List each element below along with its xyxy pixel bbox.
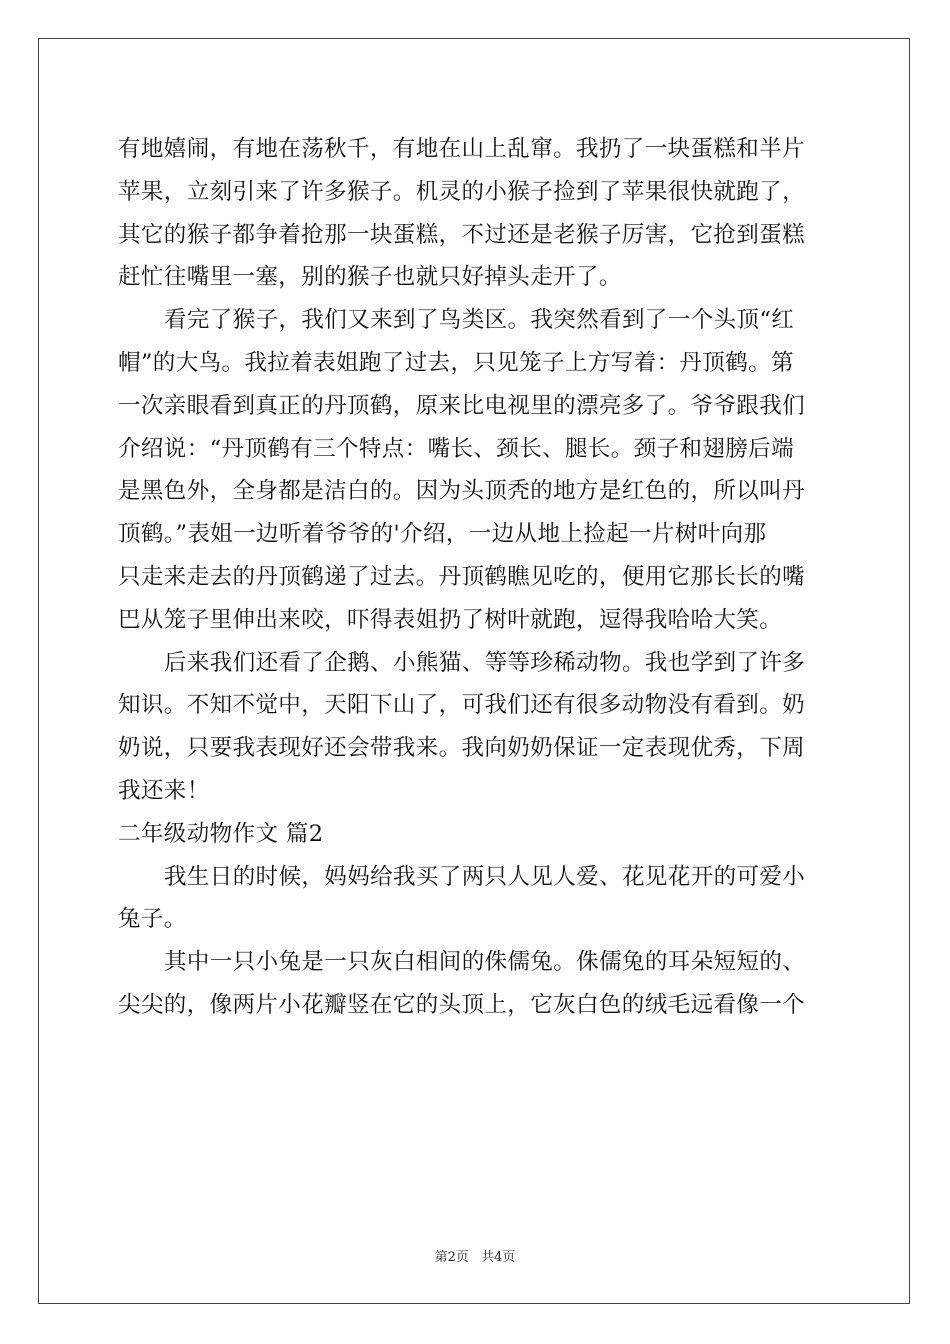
section-heading: 二年级动物作文 篇2 [118,820,324,847]
text-line: 是黑色外，全身都是洁白的。因为头顶秃的地方是红色的，所以叫丹 [118,478,806,505]
text-line: 顶鹤。”表姐一边听着爷爷的'介绍，一边从地上捡起一片树叶向那 [118,521,767,548]
paragraph-start-line: 我生日的时候，妈妈给我买了两只人见人爱、花见花开的可爱小 [164,863,806,890]
paragraph-start-line: 看完了猴子，我们又来到了鸟类区。我突然看到了一个头顶“红 [164,307,795,334]
text-line: 赶忙往嘴里一塞，别的猴子也就只好掉头走开了。 [118,264,622,291]
text-line: 只走来走去的丹顶鹤递了过去。丹顶鹤瞧见吃的，便用它那长长的嘴 [118,563,806,590]
paragraph-start-line: 其中一只小兔是一只灰白相间的侏儒兔。侏儒兔的耳朵短短的、 [164,949,806,976]
text-line: 巴从笼子里伸出来咬，吓得表姐扔了树叶就跑，逗得我哈哈大笑。 [118,606,783,633]
text-line: 奶说，只要我表现好还会带我来。我向奶奶保证一定表现优秀，下周 [118,735,806,762]
text-line: 知识。不知不觉中，天阳下山了，可我们还有很多动物没有看到。奶 [118,692,806,719]
page-number: 第2页 [434,1250,469,1265]
text-line: 其它的猴子都争着抢那一块蛋糕，不过还是老猴子厉害，它抢到蛋糕 [118,221,806,248]
page-footer [0,1246,950,1265]
text-line: 苹果，立刻引来了许多猴子。机灵的小猴子捡到了苹果很快就跑了， [118,178,806,205]
paragraph-start-line: 后来我们还看了企鹅、小熊猫、等等珍稀动物。我也学到了许多 [164,649,806,676]
text-line: 尖尖的，像两片小花瓣竖在它的头顶上，它灰白色的绒毛远看像一个 [118,991,806,1018]
text-line: 我还来！ [118,777,210,804]
text-line: 有地嬉闹，有地在荡秋千，有地在山上乱窜。我扔了一块蛋糕和半片 [118,136,806,162]
text-line: 一次亲眼看到真正的丹顶鹤，原来比电视里的漂亮多了。爷爷跟我们 [118,392,806,419]
document-body [118,128,833,1027]
page-total: 共4页 [481,1250,516,1265]
text-line: 帽”的大鸟。我拉着表姐跑了过去，只见笼子上方写着：丹顶鹤。第 [118,349,795,376]
text-line: 介绍说：“丹顶鹤有三个特点：嘴长、颈长、腿长。颈子和翅膀后端 [118,435,795,462]
text-line: 兔子。 [118,906,187,933]
